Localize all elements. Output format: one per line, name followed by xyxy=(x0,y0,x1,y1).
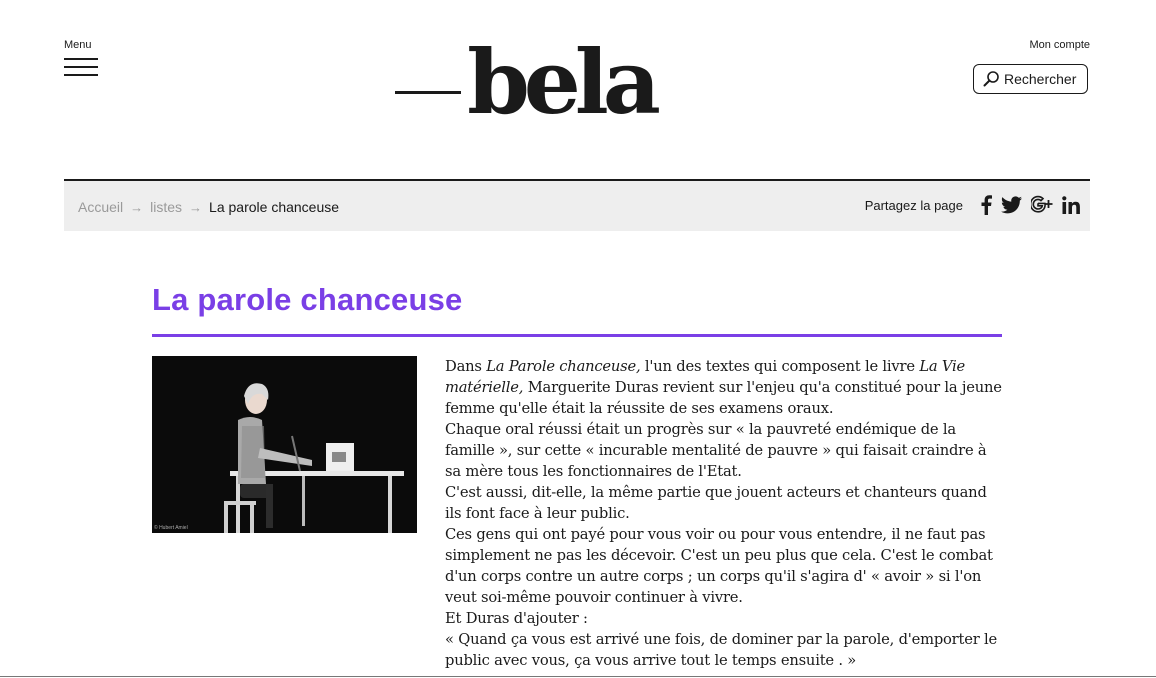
breadcrumb-separator: → xyxy=(189,199,203,215)
text-run: Marguerite Duras revient sur l'enjeu qu'a constitué pour la jeune femme qu'elle était la réussite de ses examens oraux. xyxy=(445,379,1002,417)
google-plus-icon[interactable] xyxy=(1031,195,1053,215)
share-bar xyxy=(865,195,1080,215)
paragraph: Et Duras d'ajouter : xyxy=(445,610,588,627)
viewport-bottom-border xyxy=(0,676,1156,677)
page-title: La parole chanceuse xyxy=(152,282,463,317)
account-link[interactable]: Mon compte xyxy=(1029,39,1090,51)
logo-text: bela xyxy=(467,30,655,134)
breadcrumb-current: La parole chanceuse xyxy=(209,199,340,215)
breadcrumb-home[interactable]: Accueil xyxy=(78,199,124,215)
breadcrumb-lists[interactable]: listes xyxy=(150,199,183,215)
menu[interactable] xyxy=(64,39,98,82)
book-title: La Parole chanceuse, xyxy=(486,358,641,375)
share-label: Partagez la page xyxy=(864,197,963,213)
menu-label: Menu xyxy=(64,39,92,51)
paragraph: Ces gens qui ont payé pour vous voir ou pour vous entendre, il ne faut pas simplement ne pas les décevoir. C'est un peu plus que cela. C'est le combat d'un corps contre un autre corps ; un corps qu'il s'agira d' « avoir » si l'on veut soi-même pouvoir continuer à vivre. xyxy=(445,526,993,606)
article-body xyxy=(445,356,1005,671)
paragraph: « Quand ça vous est arrivé une fois, de dominer par la parole, d'emporter le public avec vous, ça vous arrive tout le temps ensuite . » xyxy=(445,631,997,669)
paragraph: C'est aussi, dit-elle, la même partie que jouent acteurs et chanteurs quand ils font face à leur public. xyxy=(445,484,987,522)
linkedin-icon[interactable] xyxy=(1062,196,1080,214)
logo-dash xyxy=(395,91,461,94)
breadcrumb xyxy=(78,199,339,215)
logo[interactable] xyxy=(395,30,655,134)
book-title: La Vie matérielle, xyxy=(445,358,966,396)
performer-illustration xyxy=(152,356,417,533)
breadcrumb-separator: → xyxy=(130,199,144,215)
paragraph: Chaque oral réussi était un progrès sur « la pauvreté endémique de la famille », sur cette « incurable mentalité de pauvre » qui faisait craindre à sa mère tous les fonctionnaires de l'Etat. xyxy=(445,421,987,480)
hamburger-icon[interactable] xyxy=(64,58,98,76)
search-label: Rechercher xyxy=(1004,71,1077,87)
text-run: l'un des textes qui composent le livre xyxy=(640,358,920,375)
article-image xyxy=(152,356,417,533)
search-button[interactable] xyxy=(973,64,1088,94)
breadcrumb-bar xyxy=(64,179,1090,231)
search-icon xyxy=(982,70,1000,88)
image-credit: © Hubert Amiel xyxy=(154,525,188,531)
twitter-icon[interactable] xyxy=(1001,196,1022,214)
facebook-icon[interactable] xyxy=(981,195,992,215)
text-run: Dans xyxy=(445,358,487,375)
paragraph xyxy=(445,356,1005,419)
title-underline xyxy=(152,334,1002,337)
